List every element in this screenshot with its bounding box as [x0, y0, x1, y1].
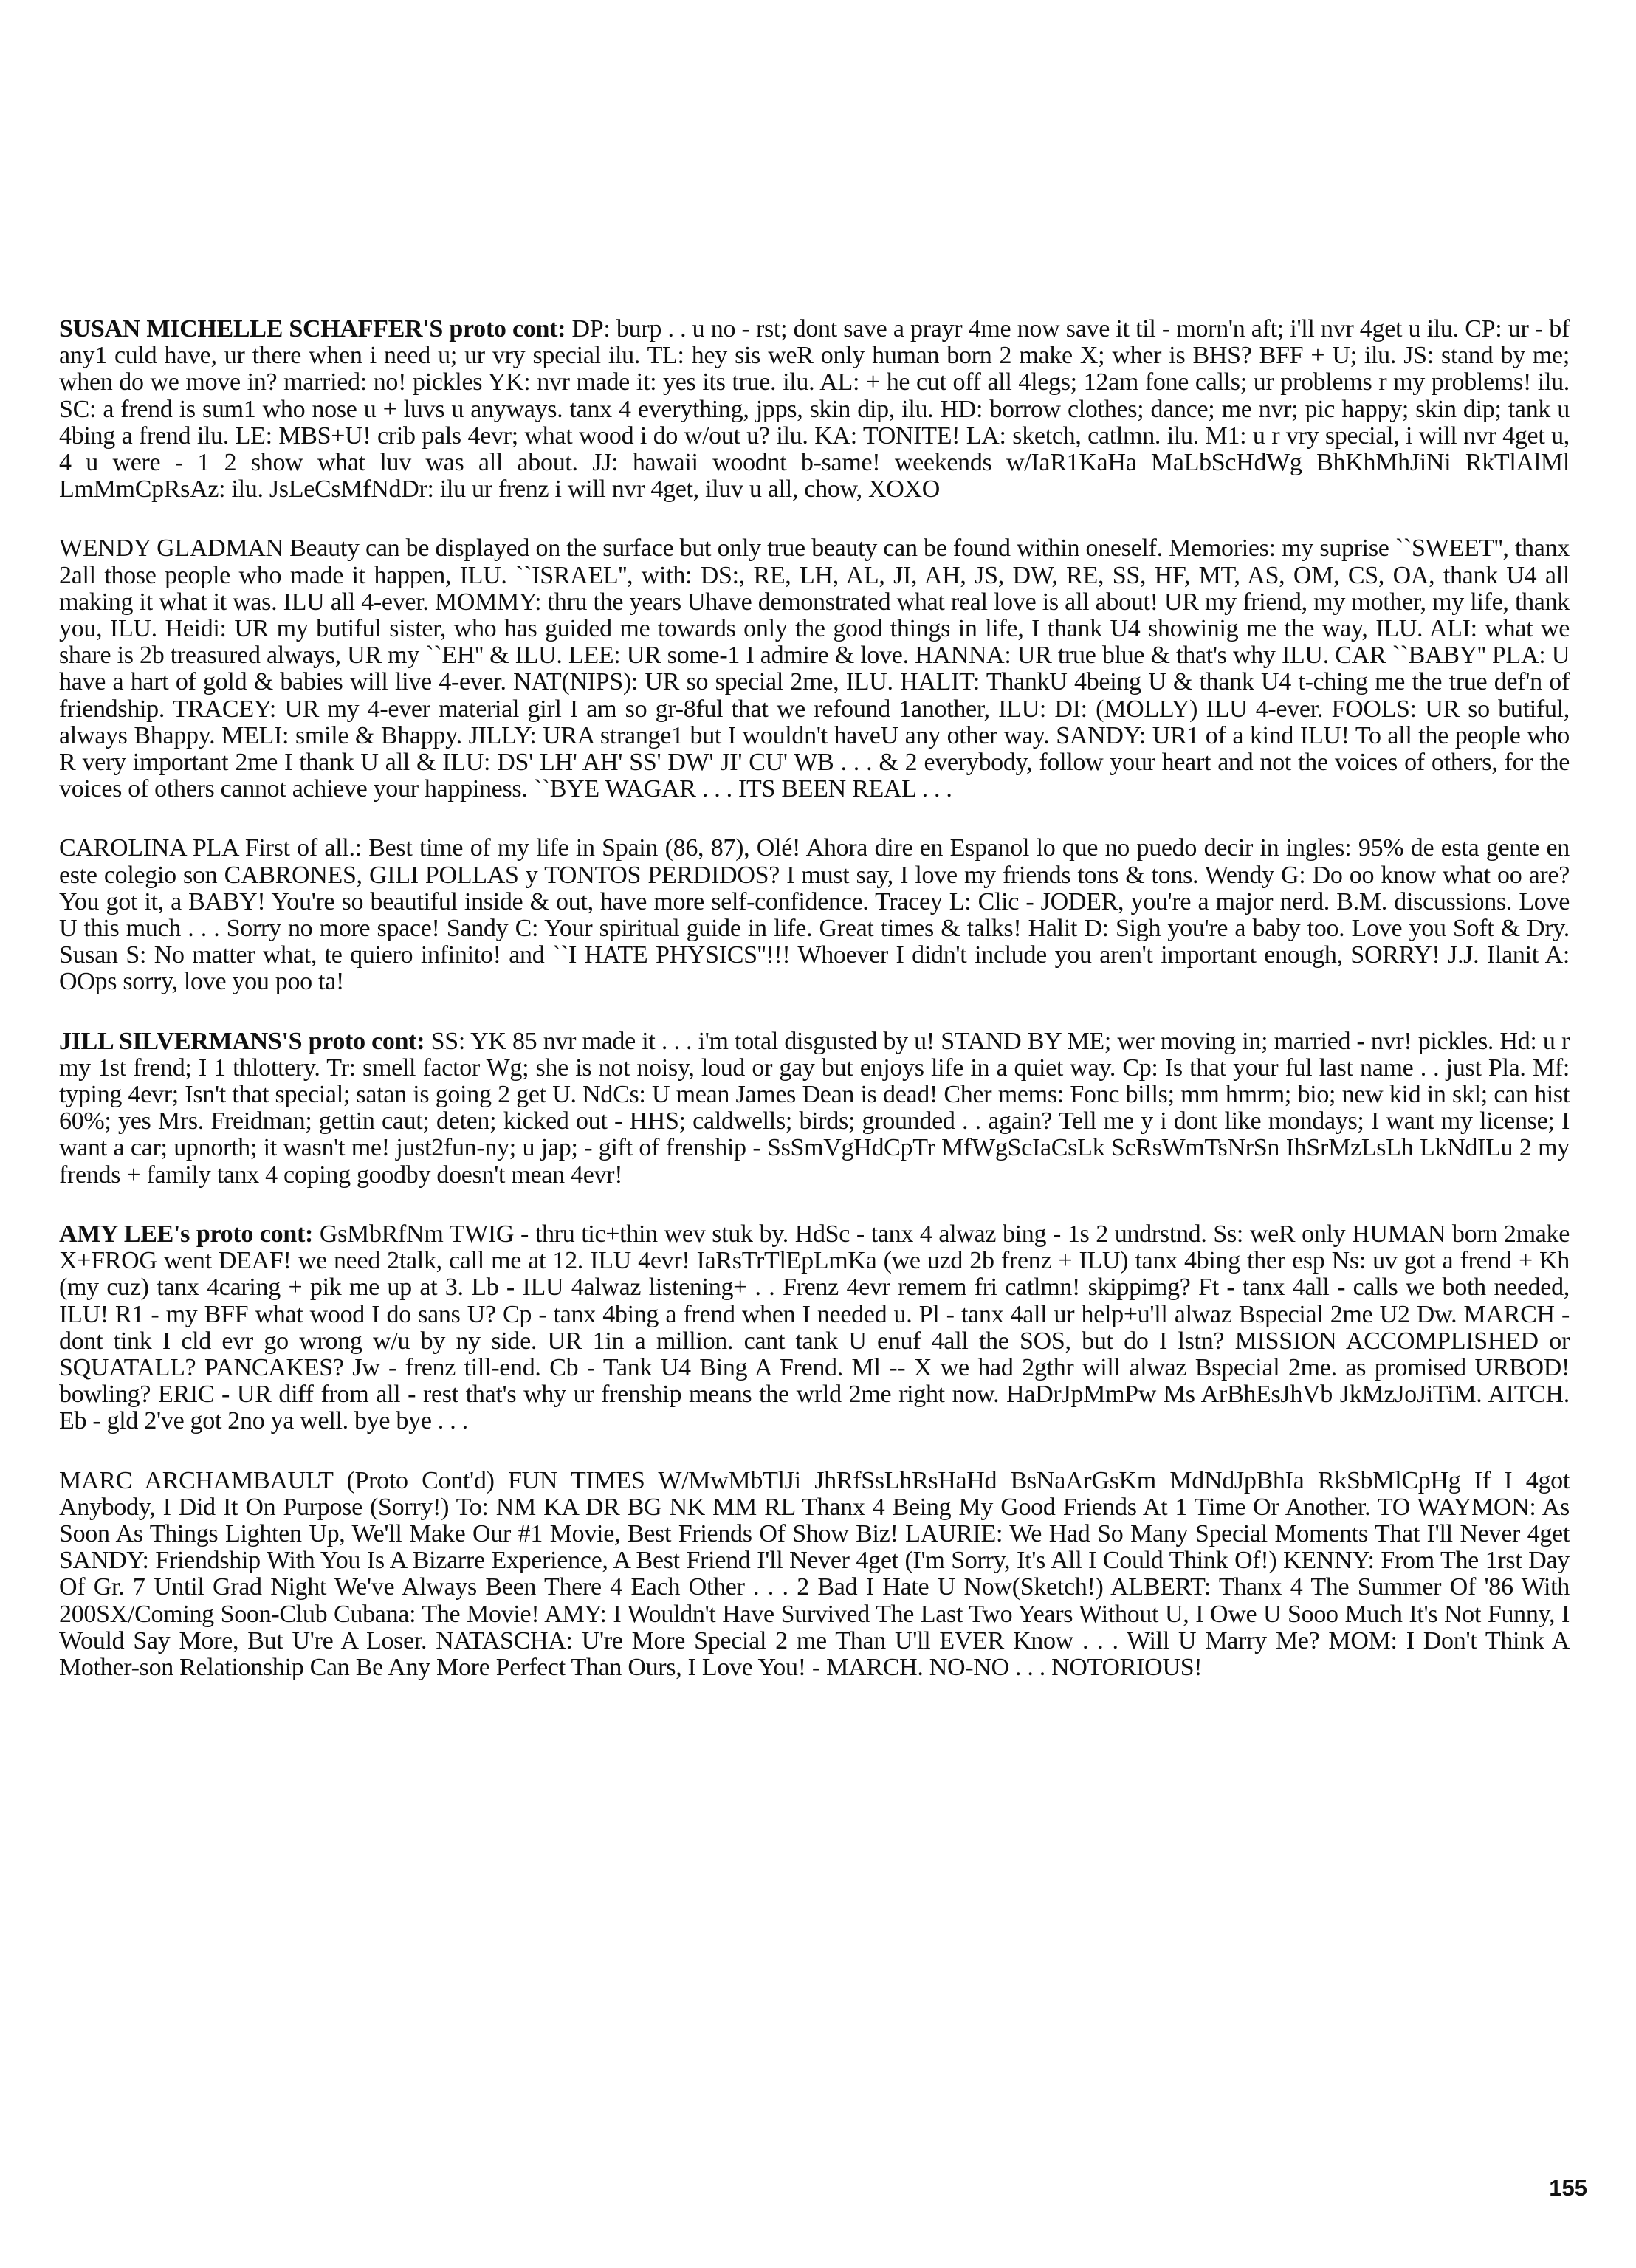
- entry-marc-archambault: [59, 1468, 1570, 1682]
- entry-name: MARC ARCHAMBAULT: [59, 1466, 334, 1494]
- entry-wendy-gladman: [59, 535, 1570, 803]
- entry-name: AMY LEE's proto cont:: [59, 1220, 314, 1248]
- entry-name: JILL SILVERMANS'S proto cont:: [59, 1027, 425, 1055]
- entry-text: DP: burp . . u no - rst; dont save a prayr 4me now save it til - morn'n aft; i'll nvr 4get u ilu. CP: ur - bf any1 culd have, ur there when i need u; ur vry special ilu. TL: hey sis weR only human born 2 make X; wher is BHS? BFF + U; ilu. JS: stand by me; when do we move in? married: no! pickles YK: nvr made it: yes its true. ilu. AL: + he cut off all 4legs; 12am fone calls; ur problems r my problems! ilu. SC: a frend is sum1 who nose u + luvs u anyways. tanx 4 everything, jpps, skin dip, ilu. HD: borrow clothes; dance; me nvr; pic happy; skin dip; tank u 4bing a frend ilu. LE: MBS+U! crib pals 4evr; what wood i do w/out u? ilu. KA: TONITE! LA: sketch, catlmn. ilu. M1: u r vry special, i will nvr 4get u, 4 u were - 1 2 show what luv was all about. JJ: hawaii woodnt b-same! weekends w/IaR1KaHa MaLbScHdWg BhKhMhJiNi RkTlAlMl LmMmCpRsAz: ilu. JsLeCsMfNdDr: ilu ur frenz i will nvr 4get, iluv u all, chow, XOXO: [59, 315, 1570, 504]
- entry-name: CAROLINA PLA: [59, 834, 238, 862]
- entry-name: SUSAN MICHELLE SCHAFFER'S proto cont:: [59, 315, 566, 343]
- entry-text: (Proto Cont'd) FUN TIMES W/MwMbTlJi JhRfSsLhRsHaHd BsNaArGsKm MdNdJpBhIa RkSbMlCpHg If I 4got Anybody, I Did It On Purpose (Sorry!) To: NM KA DR BG NK MM RL Thanx 4 Being My Good Friends At 1 Time Or Another. TO WAYMON: As Soon As Things Lighten Up, We'll Make Our #1 Movie, Best Friends Of Show Biz! LAURIE: We Had So Many Special Moments That I'll Never 4get SANDY: Friendship With You Is A Bizarre Experience, A Best Friend I'll Never 4get (I'm Sorry, It's All I Could Think Of!) KENNY: From The 1rst Day Of Gr. 7 Until Grad Night We've Always Been There 4 Each Other . . . 2 Bad I Hate U Now(Sketch!) ALBERT: Thanx 4 The Summer Of '86 With 200SX/Coming Soon-Club Cubana: The Movie! AMY: I Wouldn't Have Survived The Last Two Years Without U, I Owe U Sooo Much It's Not Funny, I Would Say More, But U're A Loser. NATASCHA: U're More Special 2 me Than U'll EVER Know . . . Will U Marry Me? MOM: I Don't Think A Mother-son Relationship Can Be Any More Perfect Than Ours, I Love You! - MARCH. NO-NO . . . NOTORIOUS!: [59, 1466, 1570, 1681]
- entry-susan-schaffer: [59, 316, 1570, 503]
- page-number: 155: [1549, 2175, 1587, 2201]
- entry-text: GsMbRfNm TWIG - thru tic+thin wev stuk by. HdSc - tanx 4 alwaz bing - 1s 2 undrstnd. Ss: weR only HUMAN born 2make X+FROG went DEAF! we need 2talk, call me at 12. ILU 4evr! IaRsTrTlEpLmKa (we uzd 2b frenz + ILU) tanx 4bing ther esp Ns: uv got a frend + Kh (my cuz) tanx 4caring + pik me up at 3. Lb - ILU 4alwaz listening+ . . Frenz 4evr remem fri catlmn! skippimg? Ft - tanx 4all - calls we both needed, ILU! R1 - my BFF what wood I do sans U? Cp - tanx 4bing a frend when I needed u. Pl - tanx 4all ur help+u'll alwaz Bspecial 2me U2 Dw. MARCH - dont tink I cld evr go wrong w/u by ny side. UR 1in a million. cant tank U enuf 4all the SOS, but do I lstn? MISSION ACCOMPLISHED or SQUATALL? PANCAKES? Jw - frenz till-end. Cb - Tank U4 Bing A Frend. Ml -- X we had 2gthr will alwaz Bspecial 2me. as promised URBOD! bowling? ERIC - UR diff from all - rest that's why ur frenship means the wrld 2me right now. HaDrJpMmPw Ms ArBhEsJhVb JkMzJoJiTiM. AITCH. Eb - gld 2've got 2no ya well. bye bye . . .: [59, 1220, 1570, 1435]
- entry-carolina-pla: [59, 835, 1570, 995]
- entry-name: WENDY GLADMAN: [59, 535, 283, 563]
- entry-amy-lee: [59, 1221, 1570, 1435]
- yearbook-page: [59, 316, 1570, 1714]
- entry-text: First of all.: Best time of my life in Spain (86, 87), Olé! Ahora dire en Espanol lo que no puedo decir in ingles: 95% de esta gente en este colegio son CABRONES, GILI POLLAS y TONTOS PERDIDOS? I must say, I love my friends tons & tons. Wendy G: Do oo know what oo are? You got it, a BABY! You're so beautiful inside & out, have more self-confidence. Tracey L: Clic - JODER, you're a major nerd. B.M. discussions. Love U this much . . . Sorry no more space! Sandy C: Your spiritual guide in life. Great times & talks! Halit D: Sigh you're a baby too. Love you Soft & Dry. Susan S: No matter what, te quiero infinito! and ``I HATE PHYSICS''!!! Whoever I didn't include you aren't important enough, SORRY! J.J. Ilanit A: OOps sorry, love you poo ta!: [59, 834, 1570, 996]
- entry-jill-silverman: [59, 1028, 1570, 1189]
- entry-text: Beauty can be displayed on the surface but only true beauty can be found within oneself. Memories: my suprise ``SWEET'', thanx 2all those people who made it happen, ILU. ``ISRAEL'', with: DS:, RE, LH, AL, JI, AH, JS, DW, RE, SS, HF, MT, AS, OM, CS, OA, thank U4 all making it what it was. ILU all 4-ever. MOMMY: thru the years Uhave demonstrated what real love is all about! UR my friend, my mother, my life, thank you, ILU. Heidi: UR my butiful sister, who has guided me towards only the good things in life, I thank U4 showinig me the way, ILU. ALI: what we share is 2b treasured always, UR my ``EH'' & ILU. LEE: UR some-1 I admire & love. HANNA: UR true blue & that's why ILU. CAR ``BABY'' PLA: U have a hart of gold & babies will live 4-ever. NAT(NIPS): UR so special 2me, ILU. HALIT: ThankU 4being U & thank U4 t-ching me the true def'n of friendship. TRACEY: UR my 4-ever material girl I am so gr-8ful that we refound 1another, ILU: DI: (MOLLY) ILU 4-ever. FOOLS: UR so butiful, always Bhappy. MELI: smile & Bhappy. JILLY: URA strange1 but I wouldn't haveU any other way. SANDY: UR1 of a kind ILU! To all the people who R very important 2me I thank U all & ILU: DS' LH' AH' SS' DW' JI' CU' WB . . . & 2 everybody, follow your heart and not the voices of others, for the voices of others cannot achieve your happiness. ``BYE WAGAR . . . ITS BEEN REAL . . .: [59, 535, 1570, 803]
- entry-text: SS: YK 85 nvr made it . . . i'm total disgusted by u! STAND BY ME; wer moving in; married - nvr! pickles. Hd: u r my 1st frend; I 1 thlottery. Tr: smell factor Wg; she is not noisy, loud or gay but enjoys life in a quiet way. Cp: Is that your ful last name . . just Pla. Mf: typing 4evr; Isn't that special; satan is going 2 get U. NdCs: U mean James Dean is dead! Cher mems: Fonc bills; mm hmrm; bio; new kid in skl; can hist 60%; yes Mrs. Freidman; gettin caut; deten; kicked out - HHS; caldwells; birds; grounded . . again? Tell me y i dont like mondays; I want my license; I want a car; upnorth; it wasn't me! just2fun-ny; u jap; - gift of frenship - SsSmVgHdCpTr MfWgScIaCsLk ScRsWmTsNrSn IhSrMzLsLh LkNdILu 2 my frends + family tanx 4 coping goodby doesn't mean 4evr!: [59, 1027, 1570, 1189]
